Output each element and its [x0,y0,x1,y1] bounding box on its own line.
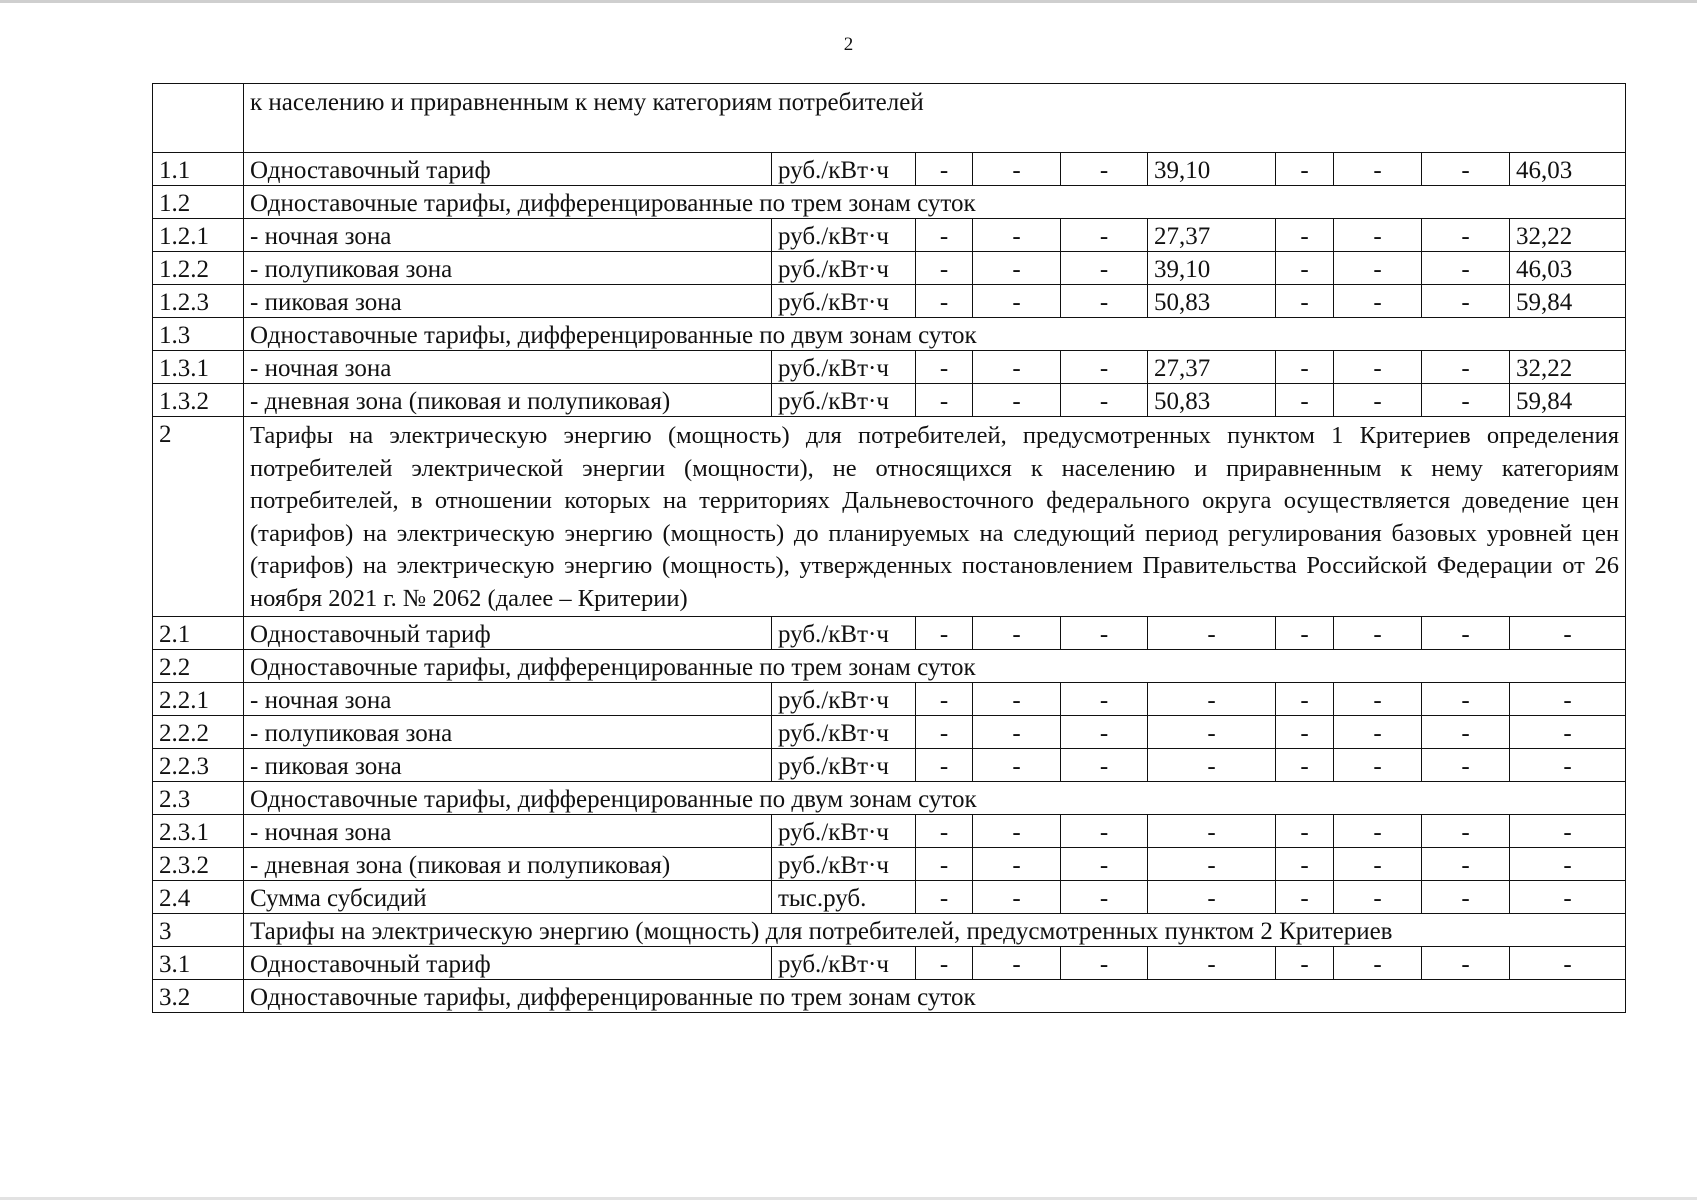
tariff-value-cell: - [1148,749,1276,782]
tariff-value-cell: - [1061,749,1148,782]
tariff-value-cell: - [1061,848,1148,881]
row-number: 2 [153,417,244,617]
tariff-value-cell: - [1510,947,1626,980]
tariff-value-cell: - [1334,848,1422,881]
table-row [153,782,1626,815]
tariff-value-cell: - [1061,617,1148,650]
tariff-value-cell: - [1334,947,1422,980]
tariff-value-cell: - [973,815,1061,848]
row-number [153,84,244,153]
row-label: - полупиковая зона [244,252,772,285]
tariff-value-cell: - [1148,617,1276,650]
tariff-value-cell: - [973,617,1061,650]
row-number: 2.2.3 [153,749,244,782]
row-number: 1.2 [153,186,244,219]
row-label: - дневная зона (пиковая и полупиковая) [244,848,772,881]
tariff-value-cell: - [916,219,973,252]
table-row [153,683,1626,716]
tariff-value-cell: - [1334,384,1422,417]
row-label: Одноставочный тариф [244,153,772,186]
row-number: 2.1 [153,617,244,650]
tariff-value-cell: - [916,285,973,318]
tariff-value-cell: - [1422,384,1510,417]
row-unit: руб./кВт·ч [772,617,916,650]
tariff-value-cell: - [916,153,973,186]
tariff-value-cell: 27,37 [1148,351,1276,384]
tariff-value-cell: - [1148,881,1276,914]
tariff-value-cell: - [1061,881,1148,914]
row-unit: руб./кВт·ч [772,384,916,417]
intro-text: к населению и приравненным к нему категориям потребителей [244,84,1626,153]
row-unit: руб./кВт·ч [772,351,916,384]
tariff-value-cell: - [1276,749,1334,782]
tariff-value-cell: - [1334,285,1422,318]
table-row-intro [153,84,1626,153]
tariff-value-cell: - [1334,749,1422,782]
row-unit: руб./кВт·ч [772,219,916,252]
tariff-value-cell: - [1510,815,1626,848]
tariff-value-cell: - [1148,683,1276,716]
row-unit: руб./кВт·ч [772,716,916,749]
table-row [153,716,1626,749]
table-row [153,318,1626,351]
tariff-value-cell: - [973,848,1061,881]
tariff-value-cell: 46,03 [1510,252,1626,285]
tariff-value-cell: 32,22 [1510,351,1626,384]
row-number: 2.3 [153,782,244,815]
tariff-value-cell: - [1276,252,1334,285]
row-unit: руб./кВт·ч [772,815,916,848]
tariff-value-cell: - [1276,153,1334,186]
row-number: 2.2.1 [153,683,244,716]
tariff-value-cell: - [1334,815,1422,848]
tariff-value-cell: - [1276,815,1334,848]
tariff-value-cell: - [1061,351,1148,384]
table-row [153,384,1626,417]
tariff-value-cell: - [1422,252,1510,285]
row-number: 2.3.2 [153,848,244,881]
row-unit: руб./кВт·ч [772,153,916,186]
table-row [153,351,1626,384]
tariff-value-cell: - [1148,815,1276,848]
tariff-value-cell: - [1422,881,1510,914]
row-number: 1.3.1 [153,351,244,384]
table-row [153,650,1626,683]
table-row [153,881,1626,914]
section-heading: Одноставочные тарифы, дифференцированные по трем зонам суток [244,186,1626,219]
tariff-value-cell: - [1148,947,1276,980]
tariff-value-cell: 27,37 [1148,219,1276,252]
row-unit: руб./кВт·ч [772,252,916,285]
tariff-value-cell: - [1510,749,1626,782]
table-row [153,848,1626,881]
section-heading: Тарифы на электрическую энергию (мощность) для потребителей, предусмотренных пунктом 2 Критериев [244,914,1626,947]
row-label: - ночная зона [244,683,772,716]
tariff-value-cell: - [973,351,1061,384]
row-number: 3 [153,914,244,947]
tariff-value-cell: - [1334,252,1422,285]
tariff-value-cell: - [916,683,973,716]
row-unit: руб./кВт·ч [772,947,916,980]
tariff-value-cell: - [1276,285,1334,318]
tariff-value-cell: - [1276,881,1334,914]
tariff-table-body [153,84,1626,1013]
table-row [153,617,1626,650]
row-label: - ночная зона [244,219,772,252]
row-label: - дневная зона (пиковая и полупиковая) [244,384,772,417]
tariff-value-cell: - [1061,947,1148,980]
top-edge-line [0,0,1697,3]
row-number: 1.2.1 [153,219,244,252]
tariff-value-cell: 46,03 [1510,153,1626,186]
tariff-value-cell: - [1276,716,1334,749]
tariff-value-cell: - [973,219,1061,252]
tariff-value-cell: 39,10 [1148,153,1276,186]
tariff-value-cell: 32,22 [1510,219,1626,252]
tariff-value-cell: - [1422,947,1510,980]
row-number: 1.2.2 [153,252,244,285]
table-row [153,815,1626,848]
row-label: - полупиковая зона [244,716,772,749]
tariff-value-cell: - [1061,716,1148,749]
tariff-value-cell: - [1510,716,1626,749]
tariff-value-cell: - [1422,153,1510,186]
row-number: 3.2 [153,980,244,1013]
tariff-value-cell: 50,83 [1148,285,1276,318]
table-row [153,947,1626,980]
tariff-value-cell: 39,10 [1148,252,1276,285]
tariff-value-cell: - [1422,683,1510,716]
row-number: 2.2 [153,650,244,683]
section-heading: Одноставочные тарифы, дифференцированные по двум зонам суток [244,782,1626,815]
tariff-value-cell: - [1276,219,1334,252]
tariff-value-cell: - [916,252,973,285]
page-number: 2 [843,34,854,55]
tariff-value-cell: - [916,881,973,914]
tariff-value-cell: - [916,617,973,650]
tariff-value-cell: - [1148,716,1276,749]
tariff-value-cell: - [1510,683,1626,716]
row-unit: руб./кВт·ч [772,285,916,318]
row-number: 1.1 [153,153,244,186]
row-number: 1.3.2 [153,384,244,417]
row-number: 2.2.2 [153,716,244,749]
tariff-value-cell: - [1334,881,1422,914]
tariff-value-cell: - [916,815,973,848]
tariff-value-cell: - [1334,716,1422,749]
tariff-value-cell: - [1276,848,1334,881]
section-heading: Одноставочные тарифы, дифференцированные по двум зонам суток [244,318,1626,351]
tariff-value-cell: - [973,716,1061,749]
row-label: Одноставочный тариф [244,617,772,650]
section-heading: Одноставочные тарифы, дифференцированные по трем зонам суток [244,650,1626,683]
tariff-value-cell: - [916,749,973,782]
row-label: Сумма субсидий [244,881,772,914]
tariff-value-cell: - [1061,815,1148,848]
row-label: - ночная зона [244,815,772,848]
row-label: - ночная зона [244,351,772,384]
tariff-value-cell: - [916,716,973,749]
section-paragraph: Тарифы на электрическую энергию (мощность) для потребителей, предусмотренных пунктом 1 Критериев определения потребителей электрической энергии (мощности), не относящихся к населению и приравненным к нему категориям потребителей, в отношении которых на территориях Дальневосточного федерального округа осуществляется доведение цен (тарифов) на электрическую энергию (мощность) до планируемых на следующий период регулирования базовых уровней цен (тарифов) на электрическую энергию (мощность), утвержденных постановлением Правительства Российской Федерации от 26 ноября 2021 г. № 2062 (далее – Критерии) [244,417,1626,617]
row-unit: руб./кВт·ч [772,749,916,782]
tariff-value-cell: - [1061,384,1148,417]
row-label: Одноставочный тариф [244,947,772,980]
tariff-value-cell: 59,84 [1510,384,1626,417]
tariff-value-cell: - [1148,848,1276,881]
tariff-value-cell: - [1422,285,1510,318]
table-row [153,285,1626,318]
tariff-value-cell: - [1061,219,1148,252]
row-number: 1.3 [153,318,244,351]
tariff-value-cell: - [1510,881,1626,914]
tariff-value-cell: - [1334,683,1422,716]
row-unit: руб./кВт·ч [772,848,916,881]
table-row [153,186,1626,219]
tariff-value-cell: - [1061,252,1148,285]
row-number: 1.2.3 [153,285,244,318]
table-row [153,417,1626,617]
tariff-value-cell: - [1061,683,1148,716]
tariff-value-cell: - [1334,351,1422,384]
tariff-value-cell: - [1422,848,1510,881]
section-heading: Одноставочные тарифы, дифференцированные по трем зонам суток [244,980,1626,1013]
tariff-value-cell: - [1334,219,1422,252]
tariff-table [152,83,1626,1013]
tariff-value-cell: - [973,153,1061,186]
tariff-value-cell: - [1422,716,1510,749]
table-row [153,749,1626,782]
row-number: 2.3.1 [153,815,244,848]
tariff-value-cell: - [916,947,973,980]
tariff-value-cell: - [1422,617,1510,650]
tariff-value-cell: - [916,848,973,881]
tariff-value-cell: - [916,351,973,384]
tariff-value-cell: - [916,384,973,417]
table-row [153,980,1626,1013]
tariff-value-cell: - [1510,617,1626,650]
tariff-value-cell: - [1276,683,1334,716]
tariff-value-cell: - [973,881,1061,914]
tariff-value-cell: - [1061,153,1148,186]
table-row [153,219,1626,252]
table-row [153,153,1626,186]
row-label: - пиковая зона [244,749,772,782]
tariff-value-cell: - [1276,351,1334,384]
table-row [153,252,1626,285]
tariff-value-cell: - [1510,848,1626,881]
tariff-value-cell: - [1276,947,1334,980]
row-number: 2.4 [153,881,244,914]
tariff-value-cell: - [1061,285,1148,318]
tariff-value-cell: - [973,285,1061,318]
tariff-value-cell: - [1276,617,1334,650]
row-number: 3.1 [153,947,244,980]
tariff-value-cell: - [1334,153,1422,186]
tariff-value-cell: 50,83 [1148,384,1276,417]
tariff-value-cell: - [973,749,1061,782]
row-label: - пиковая зона [244,285,772,318]
tariff-value-cell: 59,84 [1510,285,1626,318]
tariff-value-cell: - [1422,219,1510,252]
tariff-value-cell: - [973,384,1061,417]
table-row [153,914,1626,947]
tariff-value-cell: - [973,683,1061,716]
row-unit: тыс.руб. [772,881,916,914]
tariff-value-cell: - [1422,815,1510,848]
tariff-value-cell: - [1334,617,1422,650]
row-unit: руб./кВт·ч [772,683,916,716]
tariff-value-cell: - [973,252,1061,285]
tariff-value-cell: - [1276,384,1334,417]
tariff-value-cell: - [1422,749,1510,782]
tariff-value-cell: - [973,947,1061,980]
tariff-value-cell: - [1422,351,1510,384]
